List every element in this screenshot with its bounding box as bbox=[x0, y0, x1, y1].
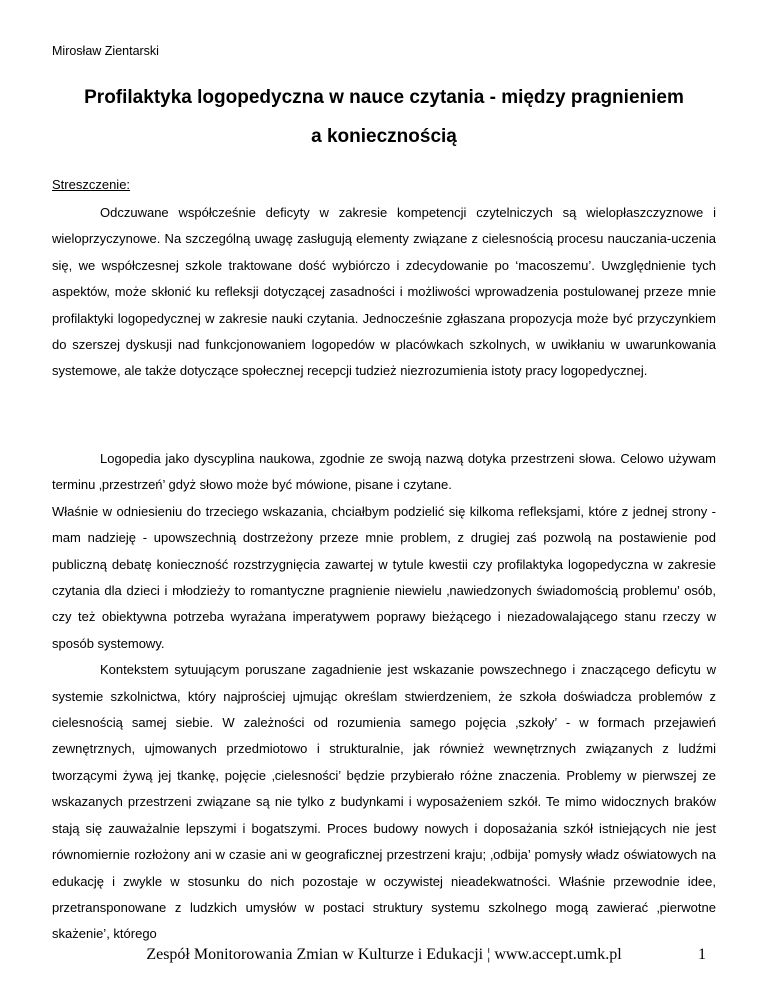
footer-text: Zespół Monitorowania Zmian w Kulturze i Edukacji ¦ www.accept.umk.pl bbox=[146, 946, 622, 963]
body-paragraph-3: Kontekstem sytuującym poruszane zagadnienie jest wskazanie powszechnego i znaczącego deficytu w systemie szkolnictwa, który najprościej ujmując określam stwierdzeniem, że szkoła doświadcza problemów z cielesnością samej siebie. W zależności od rozumienia samego pojęcia ‚szkoły’ - w formach przejawień zewnętrznych, ujmowanych przedmiotowo i strukturalnie, jak również wewnętrznych związanych z ludźmi tworzącymi żywą jej tkankę, pojęcie ‚cielesności’ będzie przybierało różne znaczenia. Problemy w pierwszej ze wskazanych przestrzeni związane są nie tylko z budynkami i wyposażeniem szkół. Te mimo widocznych braków stają się zauważalnie lepszymi i bogatszymi. Proces budowy nowych i doposażania szkół istniejących nie jest równomiernie rozłożony ani w czasie ani w geograficznej przestrzeni kraju; ‚odbija’ pomysły władz oświatowych na edukację i zwykle w stosunku do nich pozostaje w oczywistej nieadekwatności. Właśnie przewodnie idee, przetransponowane z ludzkich umysłów w postaci struktury systemu szkolnego mogą zawierać ‚pierwotne skażenie’, którego bbox=[52, 662, 716, 942]
abstract-heading: Streszczenie: bbox=[52, 177, 131, 192]
title-line-1: Profilaktyka logopedyczna w nauce czytania - między pragnieniem bbox=[84, 87, 684, 108]
page-number: 1 bbox=[698, 946, 706, 963]
body-section bbox=[52, 446, 716, 948]
body-paragraph-2: Właśnie w odniesieniu do trzeciego wskazania, chciałbym podzielić się kilkoma refleksjami, które z jednej strony - mam nadzieję - upowszechnią dostrzeżony przeze mnie problem, z drugiej zaś pozwolą na postawienie pod publiczną debatę konieczność rozstrzygnięcia zawartej w tytule kwestii czy profilaktyka logopedyczna w zakresie czytania dla dzieci i młodzieży to romantyczne pragnienie niewielu ‚nawiedzonych świadomością problemu’ osób, czy też obiektywna potrzeba wyrażana imperatywem poprawy bieżącego i niezadowalającego stanu rzeczy w sposób systemowy. bbox=[52, 503, 716, 651]
abstract-paragraph: Odczuwane współcześnie deficyty w zakresie kompetencji czytelniczych są wielopłaszczyznowe i wieloprzyczynowe. Na szczególną uwagę zasługują elementy związane z cielesnością procesu nauczania-uczenia się, we współczesnej szkole traktowane dość wybiórczo i zdecydowanie po ‘macoszemu’. Uwzględnienie tych aspektów, może skłonić ku refleksji dotyczącej zasadności i możliwości wprowadzenia postulowanej przeze mnie profilaktyki logopedycznej w zakresie nauki czytania. Jednocześnie zgłaszana propozycja może być przyczynkiem do szerszej dyskusji nad funkcjonowaniem logopedów w placówkach szkolnych, w uwikłaniu w uwarunkowania systemowe, ale także dotyczące społecznej recepcji tudzież niezrozumienia istoty pracy logopedycznej. bbox=[52, 205, 716, 379]
body-paragraph-1: Logopedia jako dyscyplina naukowa, zgodnie ze swoją nazwą dotyka przestrzeni słowa. Celowo używam terminu ‚przestrzeń’ gdyż słowo może być mówione, pisane i czytane. bbox=[52, 451, 716, 493]
title-line-2: a koniecznością bbox=[311, 126, 457, 147]
author-name: Mirosław Zientarski bbox=[52, 44, 159, 58]
abstract-section bbox=[52, 200, 716, 385]
page-footer bbox=[0, 946, 768, 972]
